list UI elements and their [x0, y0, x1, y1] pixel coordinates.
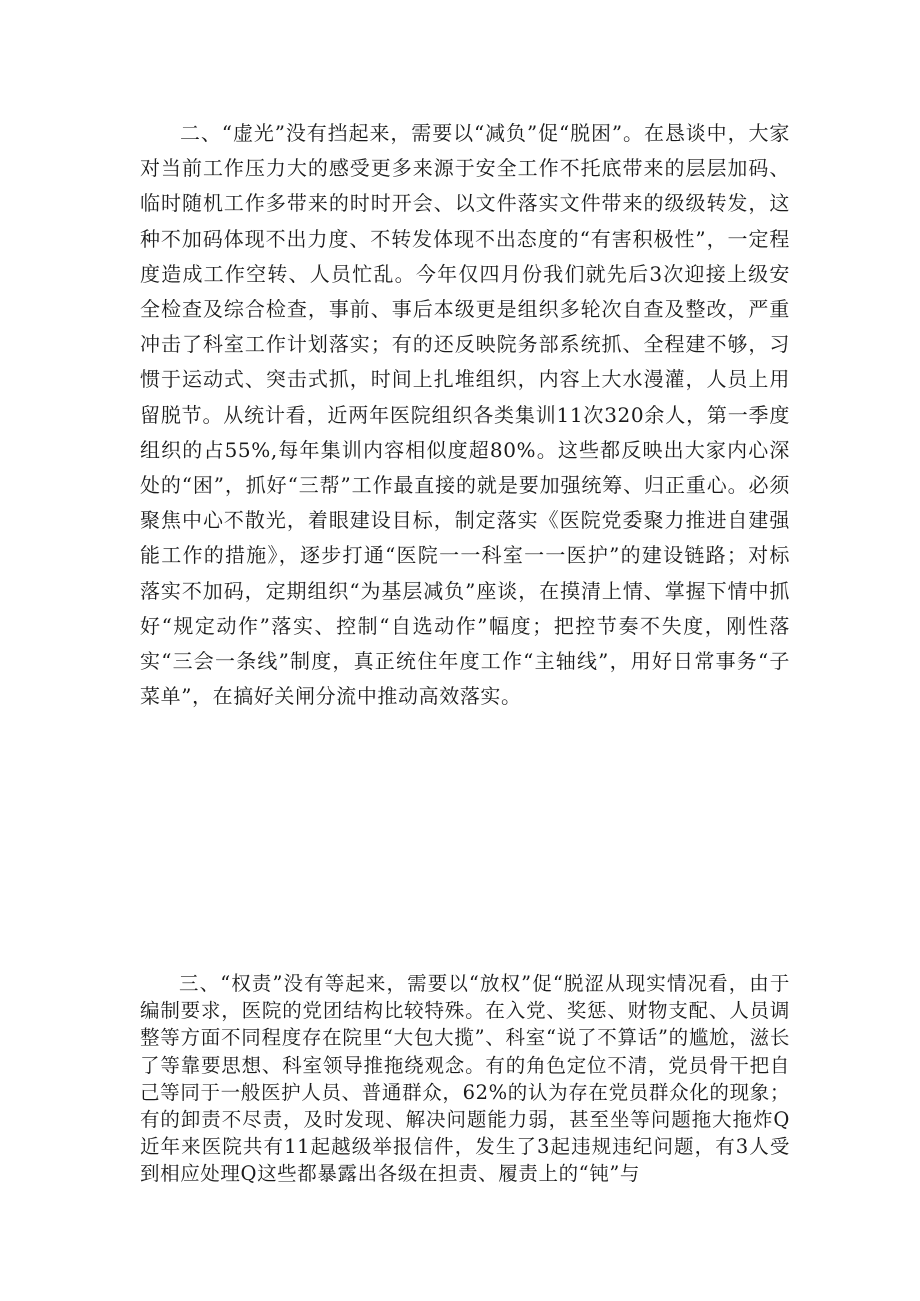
paragraph-section-three: 三、“权责”没有等起来，需要以“放权”促“脱涩从现实情况看，由于编制要求，医院的党团结构比较特殊。在入党、奖惩、财物支配、人员调整等方面不同程度存在院里“大包大揽”、科室“说了不算话”的尴尬，滋长了等靠要思想、科室领导推拖绕观念。有的角色定位不清，党员骨干把自己等同于一般医护人员、普通群众，62%的认为存在党员群众化的现象；有的卸责不尽责，及时发现、解决问题能力弱，甚至坐等问题拖大拖炸Q近年来医院共有11起越级举报信件，发生了3起违规违纪问题，有3人受到相应处理Q这些都暴露出各级在担责、履责上的“钝”与 [140, 972, 790, 1186]
paragraph-section-two: 二、“虚光”没有挡起来，需要以“减负”促“脱困”。在恳谈中，大家对当前工作压力大的感受更多来源于安全工作不托底带来的层层加码、临时随机工作多带来的时时开会、以文件落实文件带来的级级转发，这种不加码体现不出力度、不转发体现不出态度的“有害积极性”，一定程度造成工作空转、人员忙乱。今年仅四月份我们就先后3次迎接上级安全检查及综合检查，事前、事后本级更是组织多轮次自查及整改，严重冲击了科室工作计划落实；有的还反映院务部系统抓、全程建不够，习惯于运动式、突击式抓，时间上扎堆组织，内容上大水漫灌，人员上用留脱节。从统计看，近两年医院组织各类集训11次320余人，第一季度组织的占55%,每年集训内容相似度超80%。这些都反映出大家内心深处的“困”，抓好“三帮”工作最直接的就是要加强统筹、归正重心。必须聚焦中心不散光，着眼建设目标，制定落实《医院党委聚力推进自建强能工作的措施》，逐步打通“医院一一科室一一医护”的建设链路；对标落实不加码，定期组织“为基层减负”座谈，在摸清上情、掌握下情中抓好“规定动作”落实、控制“自选动作”幅度；把控节奏不失度，刚性落实“三会一条线”制度，真正统住年度工作“主轴线”，用好日常事务“子菜单”，在搞好关闸分流中推动高效落实。 [140, 121, 790, 709]
